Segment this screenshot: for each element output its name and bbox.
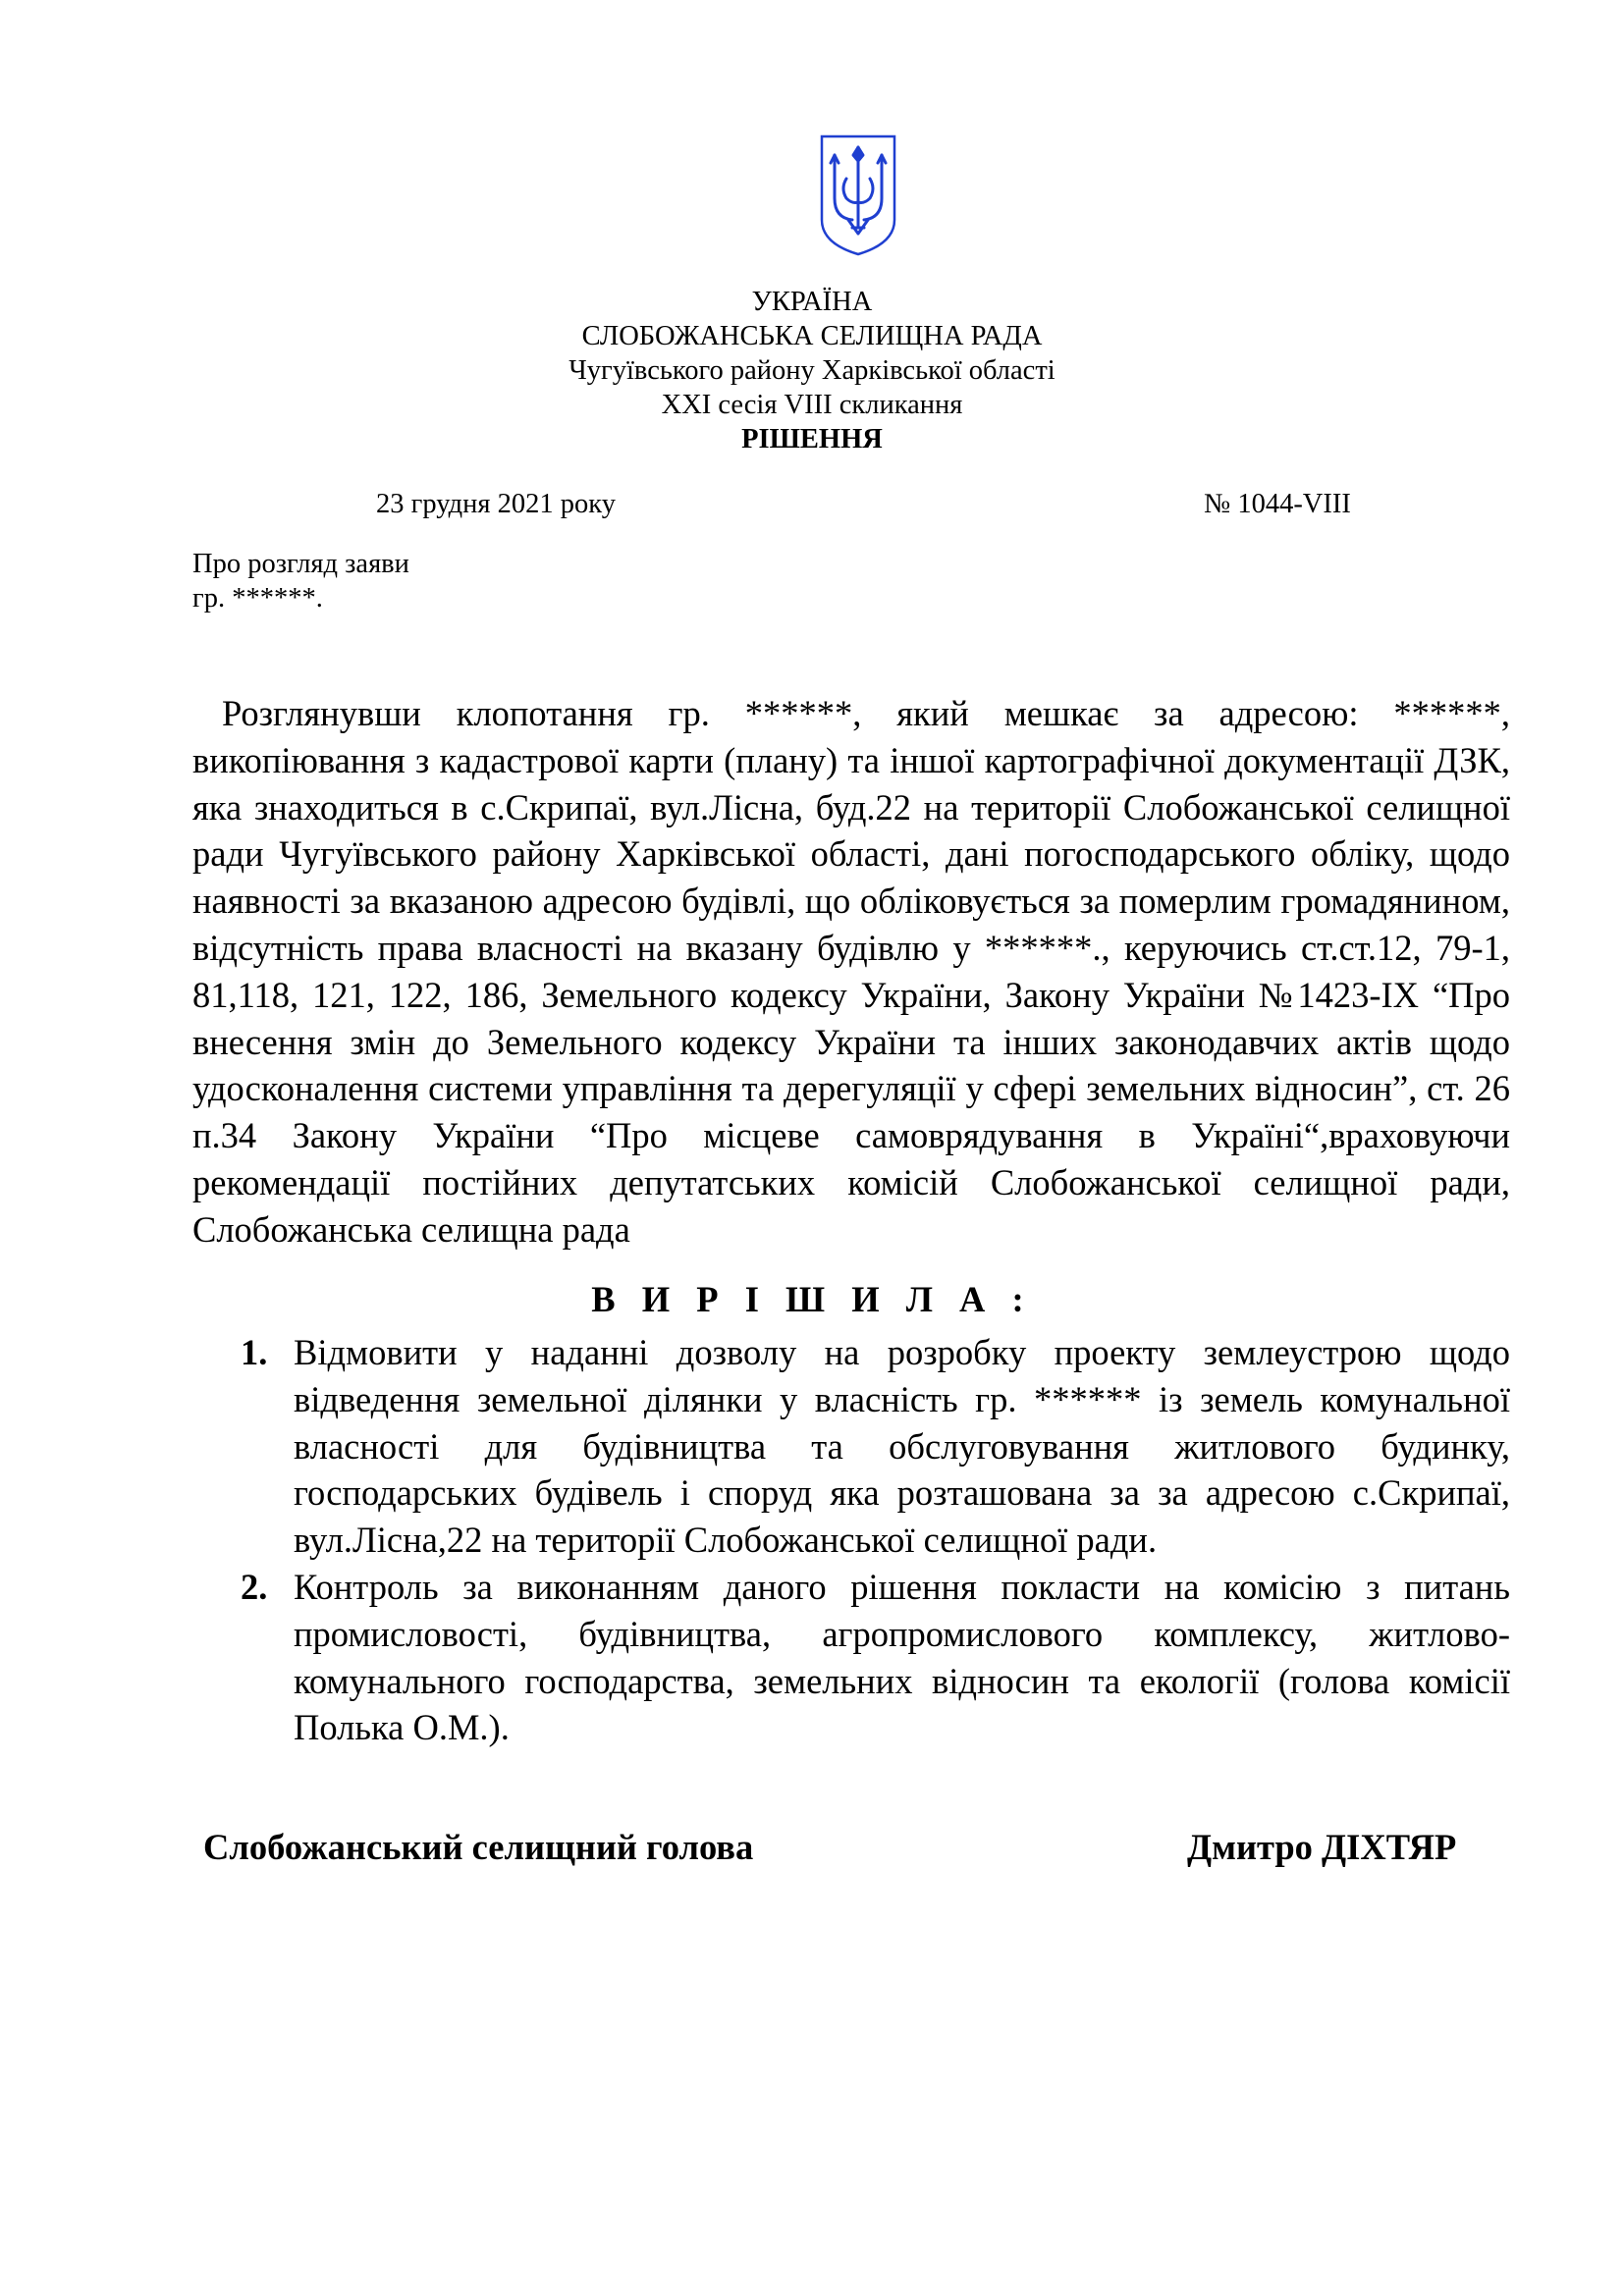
decision-item bbox=[192, 1329, 1510, 1564]
council-name: СЛОБОЖАНСЬКА СЕЛИЩНА РАДА bbox=[581, 321, 1043, 351]
document-type: РІШЕННЯ bbox=[741, 424, 883, 454]
document-header bbox=[0, 285, 1624, 456]
trident-emblem-icon bbox=[819, 133, 897, 257]
decision-list bbox=[192, 1329, 1510, 1751]
signatory-position: Слобожанський селищний голова bbox=[203, 1827, 754, 1867]
decision-item bbox=[192, 1564, 1510, 1751]
preamble bbox=[192, 690, 1510, 1254]
preamble-paragraph: Розглянувши клопотання гр. ******, який мешкає за адресою: ******, викопіювання з кадастрової карти (плану) та іншої картографічної документації ДЗК, яка знаходиться в с.Скрипаї, вул.Лісна, буд.22 на території Слобожанської селищної ради Чугуївського району Харківської області, дані погосподарського обліку, щодо наявності за вказаною адресою будівлі, що обліковується за померлим громадянином, відсутність права власності на вказану будівлю у ******., керуючись ст.ст.12, 79-1, 81,118, 121, 122, 186, Земельного кодексу України, Закону України №1423-ІХ “Про внесення змін до Земельного кодексу України та інших законодавчих актів щодо удосконалення системи управління та дерегуляції у сфері земельних відносин”, ст. 26 п.34 Закону України “Про місцеве самоврядування в Україні“,враховуючи рекомендації постійних депутатських комісій Слобожанської селищної ради, Слобожанська селищна рада bbox=[192, 693, 1510, 1250]
decision-item-text: Відмовити у наданні дозволу на розробку проекту землеустрою щодо відведення земельної ділянки у власність гр. ****** із земель комунальної власності для будівництва та обслуговування житлового будинку, господарських будівель і споруд яка розташована за за адресою с.Скрипаї, вул.Лісна,22 на території Слобожанської селищної ради. bbox=[294, 1332, 1510, 1561]
document-subject bbox=[192, 547, 409, 615]
decision-item-text: Контроль за виконанням даного рішення покласти на комісію з питань промисловості, будівництва, агропромислового комплексу, житлово-комунального господарства, земельних відносин та екології (голова комісії Полька О.М.). bbox=[294, 1566, 1510, 1748]
document-date: 23 грудня 2021 року bbox=[376, 489, 616, 519]
subject-line-1: Про розгляд заяви bbox=[192, 549, 409, 579]
document-number: № 1044-VIII bbox=[1204, 489, 1351, 519]
decision-item-number: 1. bbox=[241, 1332, 268, 1372]
decision-item-number: 2. bbox=[241, 1566, 268, 1607]
subject-line-2: гр. ******. bbox=[192, 583, 323, 614]
decision-heading: В И Р І Ш И Л А : bbox=[591, 1279, 1033, 1319]
district-name: Чугуївського району Харківської області bbox=[568, 355, 1056, 386]
country-name: УКРАЇНА bbox=[751, 287, 873, 317]
signatory-name: Дмитро ДІХТЯР bbox=[1187, 1827, 1457, 1867]
session-info: XXI сесія VIII скликання bbox=[661, 390, 963, 420]
